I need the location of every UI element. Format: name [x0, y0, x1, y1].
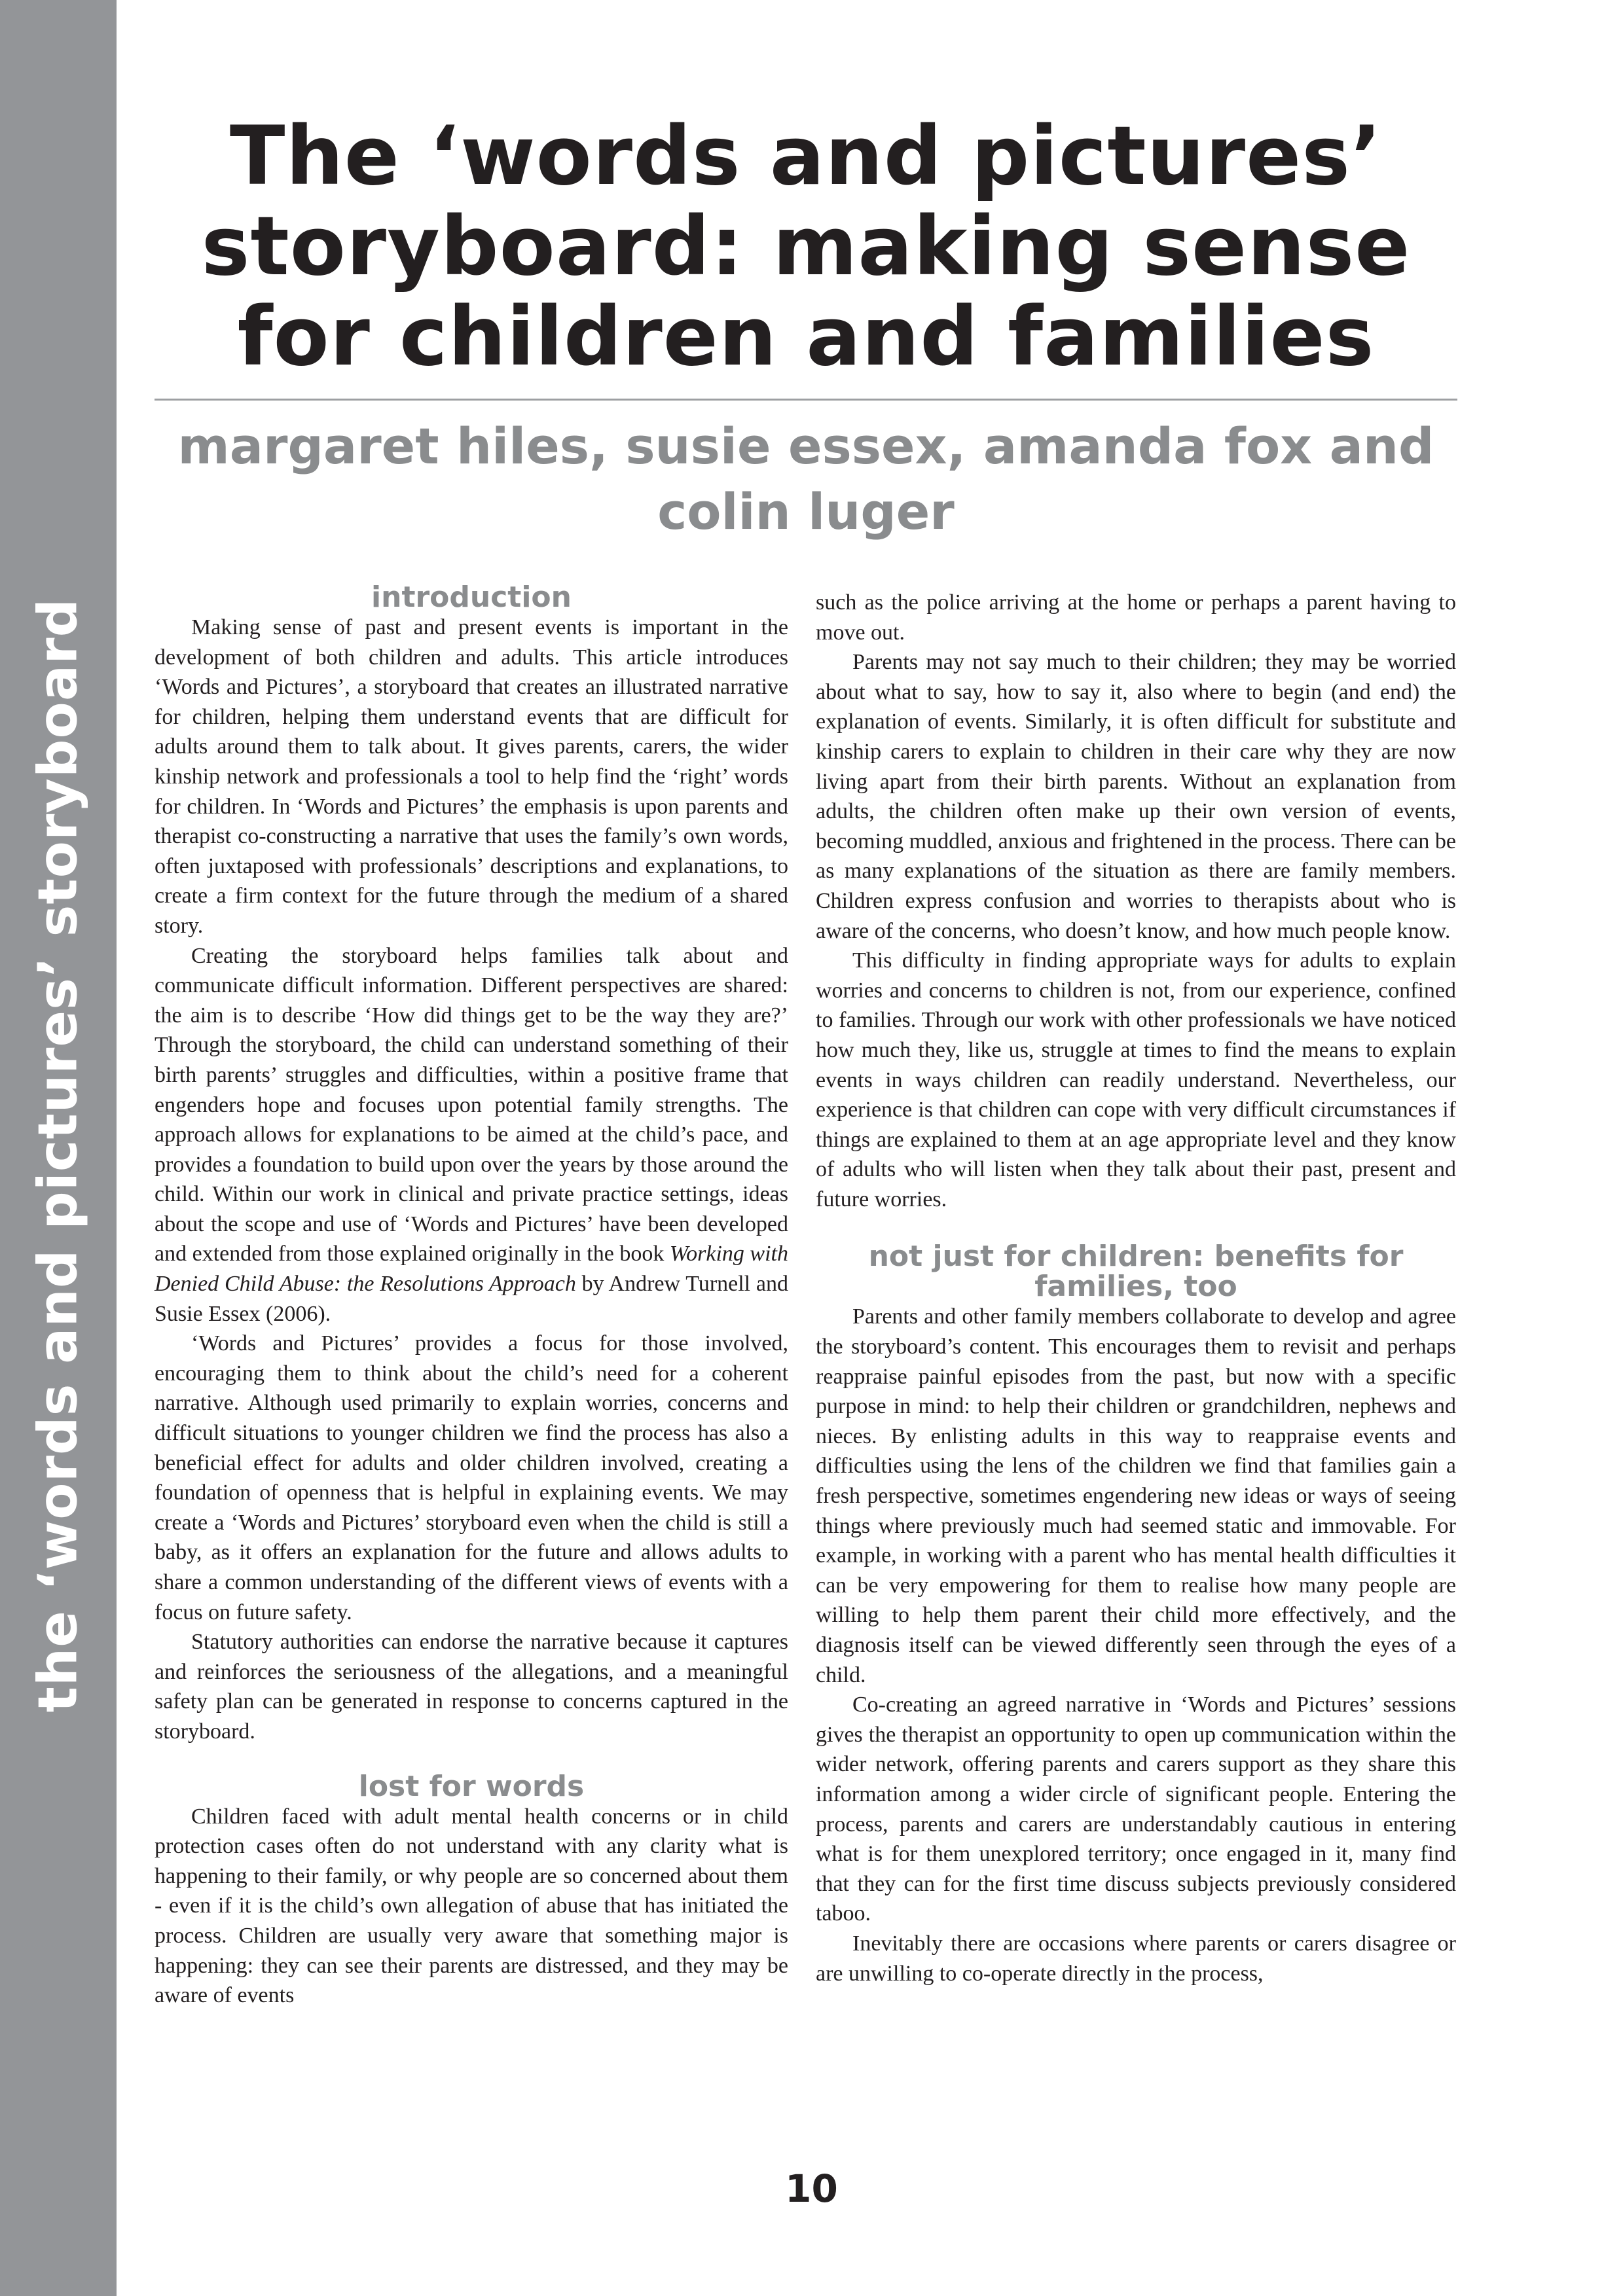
section-heading-lost-for-words: lost for words: [358, 1769, 585, 1803]
section-heading-benefits: not just for children: benefits for families, too: [868, 1240, 1404, 1304]
side-bar: [0, 0, 117, 2296]
paragraph: Parents may not say much to their children; they may be worried about what to say, how to say it, also where to begin (and end) the explanation of events. Similarly, it is often difficult for substitute and kinship carers to explain to children in their care why they are now living apart from their birth parents. Without an explanation from adults, the children often make up their own version of events, becoming muddled, anxious and frightened in the process. There can be as many explanations of the situation as there are family members. Children express confusion and worries to therapists about who is aware of the concerns, who doesn’t know, and how much people know.: [816, 650, 1456, 943]
page-number: 10: [785, 2166, 838, 2211]
paragraph: Children faced with adult mental health concerns or in child protection cases often do not understand with any clarity what is happening to their family, or why people are so concerned about them - even if it is the child’s own allegation of abuse that has initiated the process. Children are usually very aware that something major is happening: they can see their parents are distressed, and they may be aware of events: [155, 1804, 788, 2008]
paragraph: Inevitably there are occasions where parents or carers disagree or are unwilling to co-operate directly in the process,: [816, 1931, 1456, 1986]
paragraph: Making sense of past and present events is important in the development of both children and adults. This article introduces ‘Words and Pictures’, a storyboard that creates an illustrated narrative for children, helping them understand events that are difficult for adults around them to talk about. It gives parents, carers, the wider kinship network and professionals a tool to help find the ‘right’ words for children. In ‘Words and Pictures’ the emphasis is upon parents and therapist co-constructing a narrative that uses the family’s own words, often juxtaposed with professionals’ descriptions and explanations, to create a firm context for the future through the medium of a shared story.: [155, 615, 788, 938]
article-title: The ‘words and pictures’ storyboard: making sense for children and families: [201, 109, 1411, 384]
section-heading-introduction: introduction: [371, 581, 572, 614]
article-authors: margaret hiles, susie essex, amanda fox and colin luger: [177, 417, 1434, 541]
running-head: the ‘words and pictures’ storyboard: [27, 598, 90, 1713]
left-column: [155, 583, 788, 2011]
paragraph-text: Creating the storyboard helps families talk about and communicate difficult information. Different perspectives are shared: the aim is to describe ‘How did things get to be the way they are?’ Through the storyboard, the child can understand something of their birth parents’ struggles and difficulties, within a positive frame that engenders hope and focuses upon potential family strengths. The approach allows for explanations to be aimed at the child’s pace, and provides a foundation to build upon over the years by those around the child. Within our work in clinical and private practice settings, ideas about the scope and use of ‘Words and Pictures’ have been developed and extended from those explained originally in the book: [155, 943, 788, 1266]
paragraph: Parents and other family members collaborate to develop and agree the storyboard’s content. This encourages them to revisit and perhaps reappraise painful episodes from the past, but now with a specific purpose in mind: to help their children or grandchildren, nephews and nieces. By enlisting adults in this way to reappraise events and difficulties using the lens of the children we find that families gain a fresh perspective, sometimes engendering new ideas or ways of seeing things where previously much had seemed static and immovable. For example, in working with a parent who has mental health difficulties it can be very empowering for them to realise how many people are willing to help them parent their child more effectively, and the diagnosis itself can be viewed differently seen through the eyes of a child.: [816, 1304, 1456, 1687]
paragraph: Co-creating an agreed narrative in ‘Words and Pictures’ sessions gives the therapist an opportunity to open up communication within the wider network, offering parents and carers support as they share this information among a wider circle of significant people. Entering the process, parents and carers are understandably cautious in entering what is for them unexplored territory; once engaged in it, many find that they can for the first time discuss subjects previously considered taboo.: [816, 1693, 1456, 1926]
right-column: [816, 588, 1456, 1988]
paragraph: ‘Words and Pictures’ provides a focus for those involved, encouraging them to think about the child’s need for a coherent narrative. Although used primarily to explain worries, concerns and difficult situations to younger children we find the process has also a beneficial effect for adults and older children involved, creating a foundation of openness that is helpful in explaining events. We may create a ‘Words and Pictures’ storyboard even when the child is still a baby, as it offers an explanation for the future and allows adults to share a common understanding of the different views of events with a focus on future safety.: [155, 1331, 788, 1624]
paragraph: Statutory authorities can endorse the narrative because it captures and reinforces the seriousness of the allegations, and a meaningful safety plan can be generated in response to concerns captured in the storyboard.: [155, 1630, 788, 1744]
book-title: Working with Denied Child Abuse: the Resolutions Approach: [155, 1242, 789, 1297]
paragraph: This difficulty in finding appropriate ways for adults to explain worries and concerns to children is not, from our experience, confined to families. Through our work with other professionals we have noticed how much they, like us, struggle at times to find the means to explain events in ways children can readily understand. Nevertheless, our experience is that children can cope with very difficult circumstances if things are explained to them at an age appropriate level and they know of adults who will listen when they talk about their past, present and future worries.: [816, 948, 1456, 1211]
paragraph: such as the police arriving at the home or perhaps a parent having to move out.: [816, 590, 1456, 645]
paragraph-text: by Andrew Turnell and Susie Essex (2006).: [155, 1272, 788, 1326]
paragraph: [155, 941, 788, 1329]
title-divider: [155, 399, 1457, 401]
